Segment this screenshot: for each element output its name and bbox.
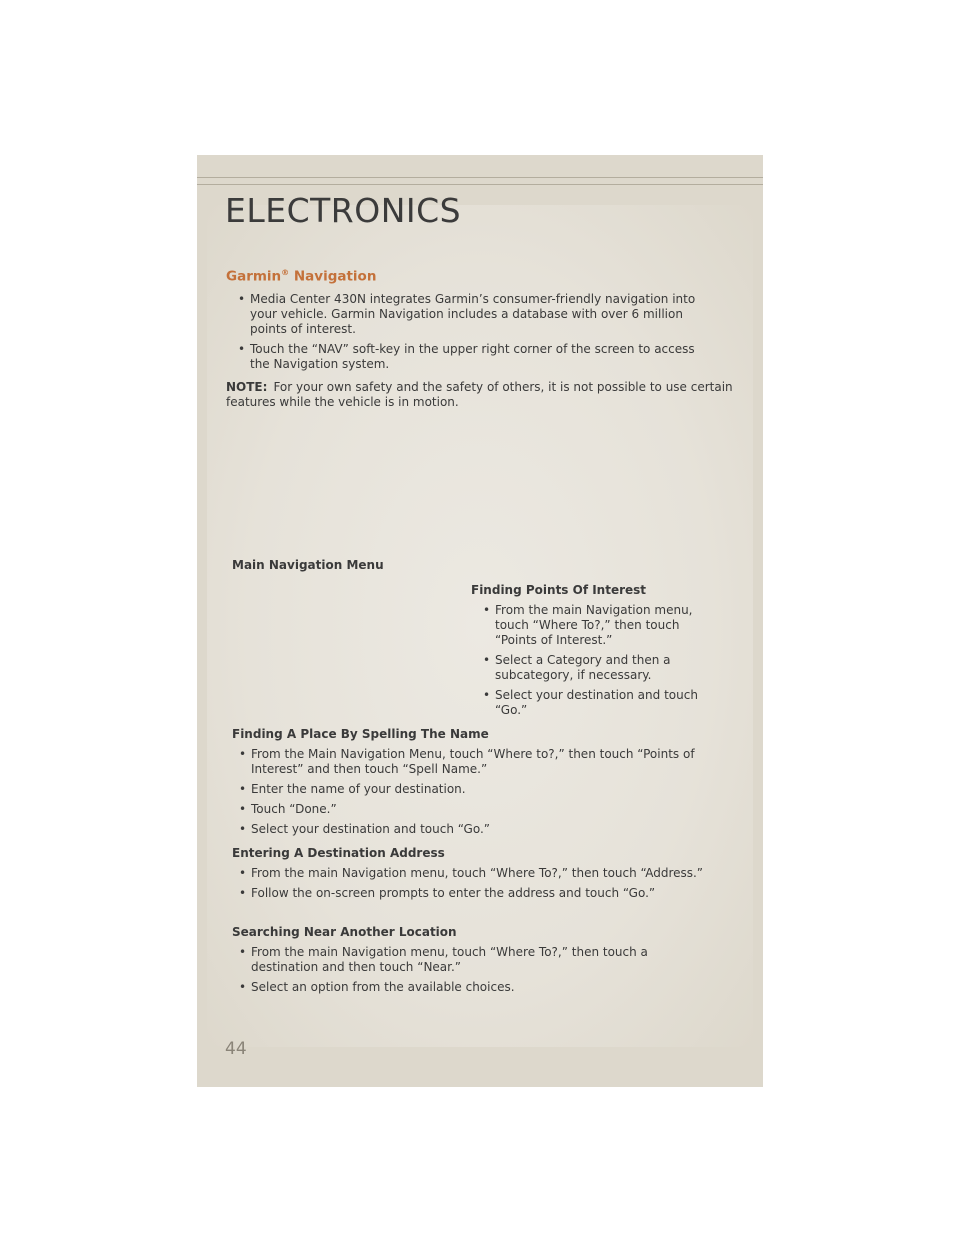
list-item: • Enter the name of your destination.: [227, 782, 707, 797]
poi-bullets: [471, 603, 721, 723]
main-navigation-menu-caption: Main Navigation Menu: [232, 558, 384, 572]
list-item: • From the main Navigation menu, touch “Where To?,” then touch a destination and then touch “Near.”: [227, 945, 707, 975]
list-item: • Select your destination and touch “Go.”: [227, 822, 707, 837]
note-label: NOTE:: [226, 380, 268, 394]
list-item: • Touch “Done.”: [227, 802, 707, 817]
page-content: [197, 155, 763, 1087]
list-item: • Select your destination and touch “Go.”: [471, 688, 721, 718]
heading-tail: Navigation: [289, 268, 377, 285]
list-item: • Media Center 430N integrates Garmin’s consumer-friendly navigation into your vehicle. Garmin Navigation includes a database with over 6 million points of interest.: [226, 292, 696, 337]
registered-mark: ®: [281, 268, 290, 277]
near-location-heading: Searching Near Another Location: [232, 925, 457, 939]
manual-page: [197, 155, 763, 1087]
destination-address-bullets: [227, 866, 707, 906]
page-number: 44: [225, 1039, 247, 1059]
spell-name-bullets: [227, 747, 707, 842]
list-item: • From the main Navigation menu, touch “Where To?,” then touch “Points of Interest.”: [471, 603, 721, 648]
heading-brand: Garmin: [226, 268, 282, 285]
list-item: • Touch the “NAV” soft-key in the upper right corner of the screen to access the Navigation system.: [226, 342, 696, 372]
note-text: For your own safety and the safety of others, it is not possible to use certain features while the vehicle is in motion.: [226, 380, 733, 409]
list-item: • From the main Navigation menu, touch “Where To?,” then touch “Address.”: [227, 866, 707, 881]
list-item: • Select an option from the available choices.: [227, 980, 707, 995]
garmin-bullets: [226, 292, 696, 377]
spell-name-heading: Finding A Place By Spelling The Name: [232, 727, 489, 741]
poi-heading: Finding Points Of Interest: [471, 583, 647, 597]
list-item: • Select a Category and then a subcategory, if necessary.: [471, 653, 721, 683]
garmin-navigation-heading: [226, 268, 376, 285]
safety-note: [226, 380, 746, 410]
list-item: • From the Main Navigation Menu, touch “Where to?,” then touch “Points of Interest” and then touch “Spell Name.”: [227, 747, 707, 777]
destination-address-heading: Entering A Destination Address: [232, 846, 445, 860]
section-title: ELECTRONICS: [225, 191, 462, 230]
near-location-bullets: [227, 945, 707, 1000]
list-item: • Follow the on-screen prompts to enter the address and touch “Go.”: [227, 886, 707, 901]
